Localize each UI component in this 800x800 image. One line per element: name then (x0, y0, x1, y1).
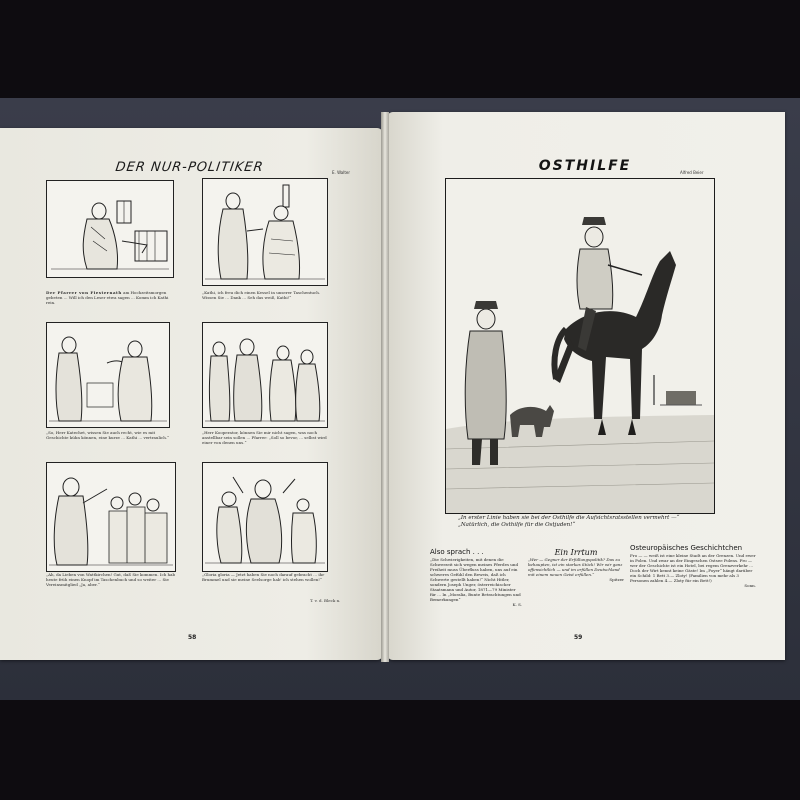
left-artist-credit: E. Walter (332, 170, 351, 175)
column-1-text: „Die Schwierigkeiten, mit denen die Schwerzeit sich wegen meines Pferdes und Freiheit muss Überfluss haben, uns auf ein schweres Gefühl den Beweis, daß ich Schwerte gestellt haben!“ Nicht Hitler, sondern Joseph Unger, österreichischer Staatsmann und Autor, 1871—79 Minister für ... In „Moralia, Bunte Betrachtungen und Bemerkungen“ (430, 557, 521, 602)
column-1-sign: K. S. (512, 602, 522, 607)
illustration-rider-horse (446, 179, 714, 513)
comic-drawing-priest-dancing (203, 463, 327, 571)
panel-5-caption: „Ah, da Lieben von Wattkirchen! Gut, daß Sie kommen. Ich hab heute früh einen Knopf im Taschenbuch und so weiter ... Sie Vereinsmitglied „Ja, aber.“ (46, 572, 176, 587)
right-page-number: 59 (574, 634, 583, 641)
osthilfe-illustration (445, 178, 715, 514)
comic-panel-3 (46, 322, 170, 428)
column-also-sprach (430, 548, 522, 612)
column-3-text: Fro — — weiß ist eine kleine Stadt an der Grenzen. Und ewer in Polen. Und zwar an der Eingeschen Ostsee Polens. Fro — wer der Geschichte ist ein Hotel, bei regem Grenzverkehr ... Doch der Wirt kennt keine Gäste! Im „Foyer“ hängt darüber ein Schild: 1 Bett 3.— Zloty! (Familien von mehr als 3 Personen zahlen 4.— Zloty für ein Bett!) (630, 553, 756, 583)
comic-drawing-priest-bed (47, 181, 173, 277)
comic-drawing-priest-visitor (47, 323, 169, 427)
dark-band-top (0, 0, 800, 98)
panel-2-caption: „Kathi, ich freu dich einen Kessel in unserer Taschentuch. Wissen Sie ... Dank ... Seh das weiß, Kathi!“ (202, 290, 321, 300)
illustration-caption-line-2: „Natürlich, die Osthilfe für die Ostjuden!“ (458, 522, 576, 528)
panel-3-caption: „So, Herr Katechet, wissen Sie auch recht, wie es mit Geschichte kühn können, eine kurze ... Kathi ... vertraulich.“ (46, 430, 170, 440)
right-page-title: OSTHILFE (538, 158, 632, 174)
comic-drawing-priest-cook (203, 179, 327, 285)
column-2-sign: Spitzer (609, 577, 624, 582)
column-ein-irrtum (528, 548, 624, 612)
comic-panel-2 (202, 178, 328, 286)
panel-6-caption: „Gloria gloria — Jetzt haben Sie noch darauf gebracht ... ihr Brummel und sie meine Seelsorge hab' ich stehen wollen!“ (202, 572, 325, 582)
book-gutter (381, 112, 389, 662)
panel-1-caption-text: am Hochzeitsmorgen gebeten ... Will ich den Leser etwa sagen ... Komm ich Kathi rein. (46, 290, 169, 305)
left-page-number: 58 (188, 634, 197, 641)
column-2-heading: Ein Irrtum (554, 548, 598, 557)
comic-panel-1 (46, 180, 174, 278)
comic-drawing-priest-crowd (47, 463, 175, 571)
left-page-title: DER NUR-POLITIKER (114, 160, 265, 175)
panel-1-caption (46, 290, 174, 318)
right-artist-credit: Alfred Beier (680, 170, 704, 175)
column-1-heading: Also sprach . . . (430, 548, 484, 556)
column-3-sign: Sonn. (744, 583, 756, 588)
comic-panel-5 (46, 462, 176, 572)
panel-4-caption: „Herr Kooperator, können Sie mir nicht sagen, was noch anstellbar sein sollen ... Pfarrer: „Soll so bevor, ... selbst wird einer von denen uns.“ (202, 430, 327, 445)
dark-band-bottom (0, 700, 800, 800)
column-osteuropaeisches (630, 544, 756, 622)
left-signature: T. v. d. Bleck n. (310, 598, 341, 603)
panel-1-caption-lead: Der Pfarrer von Fiesternath (46, 290, 122, 295)
illustration-caption (458, 515, 708, 529)
column-2-text: „Wer — Gegner der Erfüllungspolitik? Das zu behaupten, ist ein starkes Stück! Wir wir ganz offensichtlich — und im erfüllen Deutschland mit einem neuen Geist erfüllen.“ (528, 557, 623, 577)
comic-panel-6 (202, 462, 328, 572)
illustration-caption-line-1: „In erster Linie haben sie bei der Osthilfe die Aufsichtsratsstellen vermehrt —“ (458, 515, 680, 521)
comic-panel-4 (202, 322, 328, 428)
comic-drawing-priests-group (203, 323, 327, 427)
column-3-heading: Osteuropäisches Geschichtchen (630, 544, 743, 552)
